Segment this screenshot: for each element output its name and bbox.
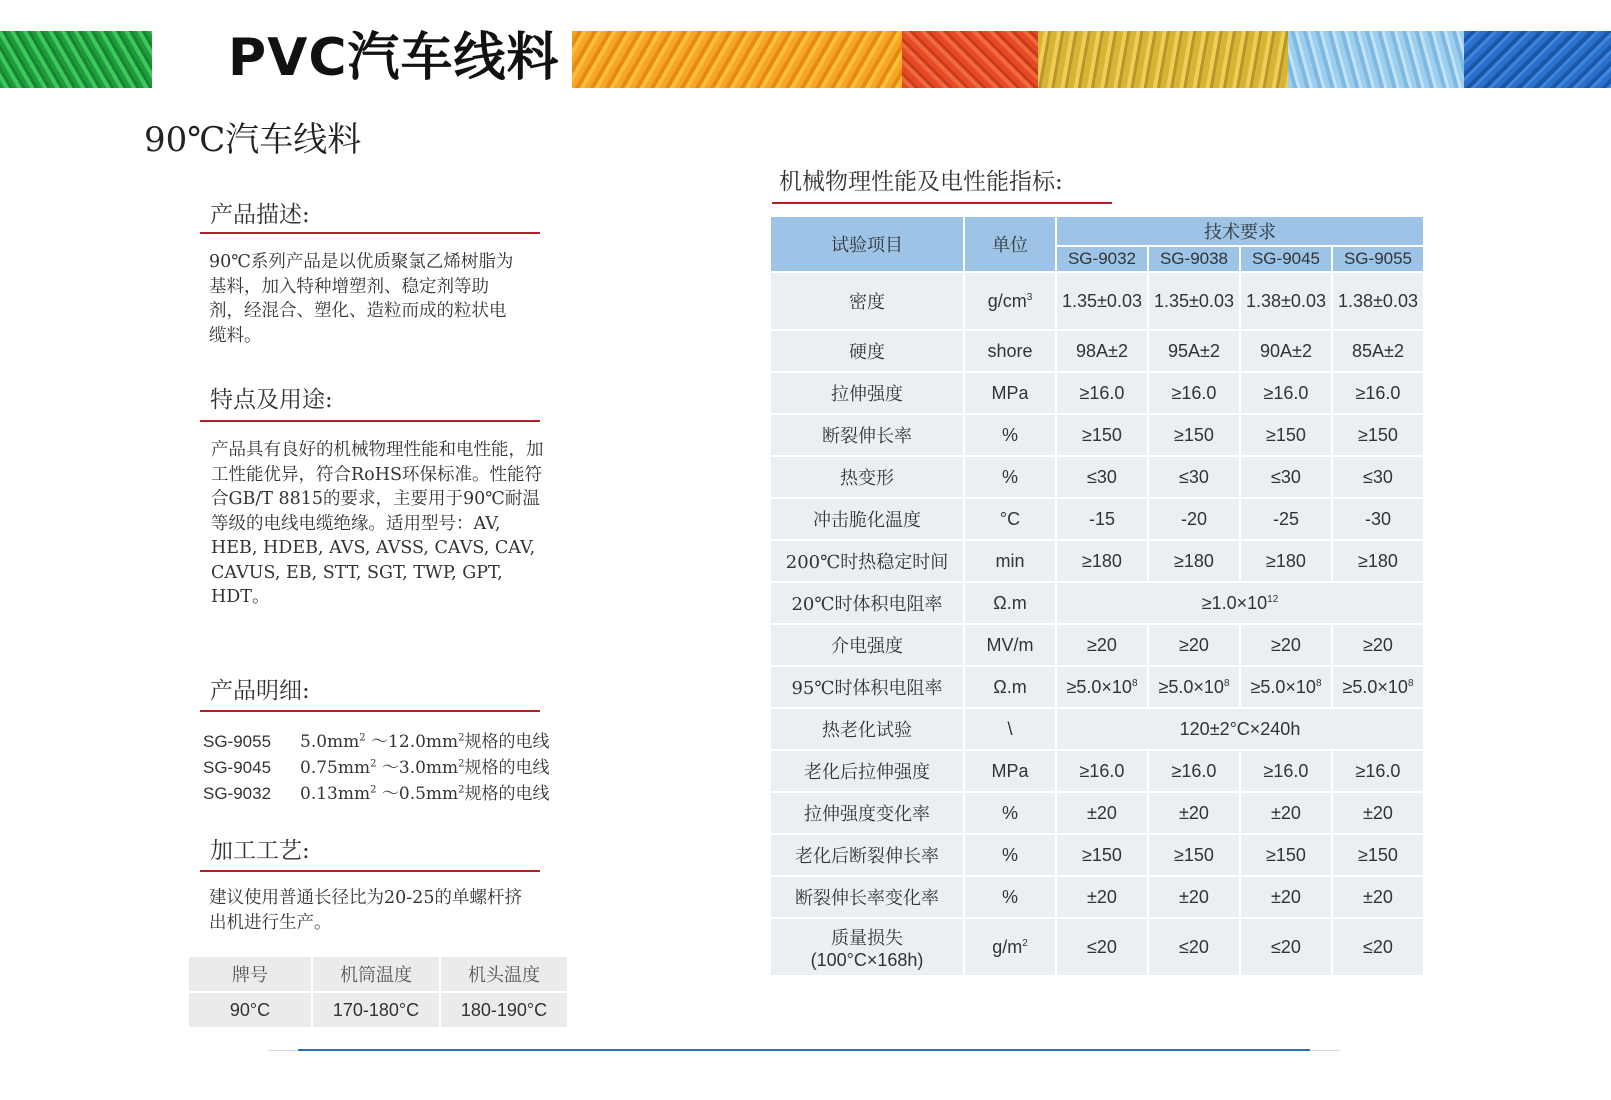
row-name: 老化后断裂伸长率 [770,834,964,876]
properties-header-row [770,216,1424,246]
table-row [770,750,1424,792]
detail-sup: 2 [370,758,377,770]
process-text: 建议使用普通长径比为20-25的单螺杆挤出机进行生产。 [209,888,522,933]
detail-suffix: 规格的电线 [464,784,550,804]
row-value [1148,666,1240,708]
row-value: ≤30 [1148,456,1240,498]
merged-sup: 12 [1267,593,1279,605]
table-row [770,272,1424,330]
row-value: ≥180 [1240,540,1332,582]
process-table-row [188,992,568,1028]
row-value: ≥20 [1240,624,1332,666]
row-name: 拉伸强度变化率 [770,792,964,834]
row-unit: MPa [964,750,1056,792]
value-text: ≥5.0×10 [1066,676,1132,697]
yellow-pellets-strip [1038,31,1288,88]
detail-sup: 2 [458,758,465,770]
value-sup: 8 [1407,677,1414,689]
row-value: 98A±2 [1056,330,1148,372]
row-value: ≥16.0 [1148,372,1240,414]
header-model: SG-9055 [1332,246,1424,272]
row-name: 20℃时体积电阻率 [770,582,964,624]
lightblue-pellets-strip [1288,31,1464,88]
table-row [770,708,1424,750]
row-unit: MPa [964,372,1056,414]
row-unit: % [964,792,1056,834]
row-merged-value [1056,582,1424,624]
row-unit: Ω.m [964,666,1056,708]
detail-code: SG-9032 [203,784,272,803]
row-unit: % [964,834,1056,876]
row-name: 介电强度 [770,624,964,666]
value-sup: 8 [1131,677,1138,689]
table-row [770,372,1424,414]
row-unit: °C [964,498,1056,540]
value-text: ≥5.0×10 [1158,676,1224,697]
row-value: ≤30 [1240,456,1332,498]
row-value: ±20 [1056,876,1148,918]
row-name: 热老化试验 [770,708,964,750]
row-value: ≥180 [1332,540,1424,582]
page-title: 90℃汽车线料 [144,120,362,160]
table-row [770,624,1424,666]
detail-sup: 2 [458,732,465,744]
detail-sup: 2 [370,784,377,796]
row-value: ≥16.0 [1332,750,1424,792]
row-unit: % [964,456,1056,498]
row-unit: \ [964,708,1056,750]
blue-pellets-strip [1464,31,1611,88]
row-name: 断裂伸长率 [770,414,964,456]
row-value: ≤20 [1148,918,1240,976]
row-value: ≥16.0 [1148,750,1240,792]
footer-accent-line [298,1049,1310,1051]
row-value: ≥180 [1148,540,1240,582]
row-value: ≥150 [1056,414,1148,456]
row-name: 老化后拉伸强度 [770,750,964,792]
row-value: 1.38±0.03 [1332,272,1424,330]
table-row [770,498,1424,540]
unit-text: g/cm [987,290,1027,311]
detail-sup: 2 [458,784,465,796]
value-sup: 8 [1315,677,1322,689]
header-model: SG-9045 [1240,246,1332,272]
unit-sup: 2 [1022,937,1028,949]
process-table-header [188,956,568,992]
detail-suffix: 规格的电线 [464,732,550,752]
table-row [770,876,1424,918]
value-sup: 8 [1223,677,1230,689]
green-pellets-strip [0,31,152,88]
row-value: ≥20 [1056,624,1148,666]
process-cell: 170-180°C [312,992,440,1028]
process-divider [200,870,540,872]
table-row [770,582,1424,624]
row-value: ±20 [1240,792,1332,834]
row-value: ≥16.0 [1240,750,1332,792]
row-value: ±20 [1148,792,1240,834]
row-value: 1.35±0.03 [1148,272,1240,330]
row-value: ±20 [1240,876,1332,918]
row-value: ≥150 [1240,414,1332,456]
row-name-line2: (100°C×168h) [810,949,924,970]
row-unit: min [964,540,1056,582]
features-text: 产品具有良好的机械物理性能和电性能，加工性能优异，符合RoHS环保标准。性能符合GB/T 8815的要求，主要用于90℃耐温等级的电线电缆绝缘。适用型号：AV, HEB, HDEB, AVS, AVSS, CAVS, CAV, CAVUS, EB, STT, SGT, TWP, GPT, HDT。 [211,440,544,607]
row-name: 冲击脆化温度 [770,498,964,540]
row-value: ≥16.0 [1056,750,1148,792]
unit-sup: 3 [1026,291,1033,303]
detail-from: 0.13mm [300,784,371,804]
row-name: 密度 [770,272,964,330]
process-cell: 180-190°C [440,992,568,1028]
process-cell: 90°C [188,992,312,1028]
table-row [770,666,1424,708]
description-text: 90℃系列产品是以优质聚氯乙烯树脂为基料，加入特种增塑剂、稳定剂等助剂，经混合、塑化、造粒而成的粒状电缆料。 [209,252,514,346]
row-value: -30 [1332,498,1424,540]
detail-from: 5.0mm [300,732,360,752]
row-name [770,918,964,976]
row-merged-value: 120±2°C×240h [1056,708,1424,750]
header-test-item: 试验项目 [770,216,964,272]
row-value: ≤30 [1332,456,1424,498]
row-name: 200℃时热稳定时间 [770,540,964,582]
row-value [1332,666,1424,708]
detail-code: SG-9055 [203,732,272,751]
value-text: ≥5.0×10 [1342,676,1408,697]
merged-text: ≥1.0×10 [1201,592,1268,613]
red-pellets-strip [902,31,1038,88]
header-requirements: 技术要求 [1056,216,1424,246]
detail-to: ～0.5mm [381,784,459,804]
detail-to: ～3.0mm [381,758,459,778]
row-value: 90A±2 [1240,330,1332,372]
detail-code: SG-9045 [203,758,272,777]
table-row [770,834,1424,876]
description-divider [200,232,540,234]
properties-heading: 机械物理性能及电性能指标: [779,169,1063,195]
row-value: ±20 [1056,792,1148,834]
row-value: ≤20 [1240,918,1332,976]
row-value: -20 [1148,498,1240,540]
features-heading: 特点及用途: [210,387,333,413]
row-value: 95A±2 [1148,330,1240,372]
properties-table [769,215,1425,977]
row-unit: Ω.m [964,582,1056,624]
details-heading: 产品明细: [210,678,310,704]
unit-text: g/m [992,936,1023,957]
detail-item [203,779,550,804]
features-divider [200,420,540,422]
table-row [770,456,1424,498]
process-table [187,955,569,1029]
process-header-cell: 牌号 [188,956,312,992]
row-value: 85A±2 [1332,330,1424,372]
row-name: 硬度 [770,330,964,372]
row-value: ≤30 [1056,456,1148,498]
row-unit: % [964,876,1056,918]
row-value: ≥150 [1148,834,1240,876]
header-model: SG-9038 [1148,246,1240,272]
row-value [1056,666,1148,708]
row-name: 热变形 [770,456,964,498]
row-value: 1.38±0.03 [1240,272,1332,330]
value-text: ≥5.0×10 [1250,676,1316,697]
header-model: SG-9032 [1056,246,1148,272]
row-value: ≤20 [1056,918,1148,976]
detail-item [203,753,550,778]
table-row [770,330,1424,372]
detail-from: 0.75mm [300,758,371,778]
row-value: ≥150 [1240,834,1332,876]
row-value: ±20 [1332,876,1424,918]
details-divider [200,710,540,712]
description-heading: 产品描述: [210,202,310,228]
orange-pellets-strip [572,31,902,88]
row-value: ≥150 [1332,834,1424,876]
table-row [770,792,1424,834]
brand-title: PVC汽车线料 [228,28,560,88]
row-value: ≥16.0 [1240,372,1332,414]
row-unit [964,272,1056,330]
row-value: ≥16.0 [1332,372,1424,414]
process-heading: 加工工艺: [210,838,310,864]
detail-item [203,727,550,752]
row-unit: MV/m [964,624,1056,666]
row-value: ≥150 [1148,414,1240,456]
process-header-cell: 机筒温度 [312,956,440,992]
row-name: 拉伸强度 [770,372,964,414]
row-value: ±20 [1332,792,1424,834]
row-value: -25 [1240,498,1332,540]
row-value: ≥20 [1148,624,1240,666]
row-value: ≥150 [1056,834,1148,876]
row-name-line: 质量损失 [831,927,903,949]
process-header-cell: 机头温度 [440,956,568,992]
row-value: ≤20 [1332,918,1424,976]
row-value: ≥16.0 [1056,372,1148,414]
row-value: ≥180 [1056,540,1148,582]
table-row [770,918,1424,976]
row-value: ±20 [1148,876,1240,918]
table-row [770,540,1424,582]
row-value [1240,666,1332,708]
header-unit: 单位 [964,216,1056,272]
properties-divider [772,202,1112,204]
row-value: ≥150 [1332,414,1424,456]
row-name: 95℃时体积电阻率 [770,666,964,708]
row-value: 1.35±0.03 [1056,272,1148,330]
row-unit: shore [964,330,1056,372]
table-row [770,414,1424,456]
row-value: -15 [1056,498,1148,540]
detail-sup: 2 [359,732,366,744]
detail-to: ～12.0mm [371,732,459,752]
row-name: 断裂伸长率变化率 [770,876,964,918]
row-unit [964,918,1056,976]
row-value: ≥20 [1332,624,1424,666]
detail-suffix: 规格的电线 [464,758,550,778]
row-unit: % [964,414,1056,456]
